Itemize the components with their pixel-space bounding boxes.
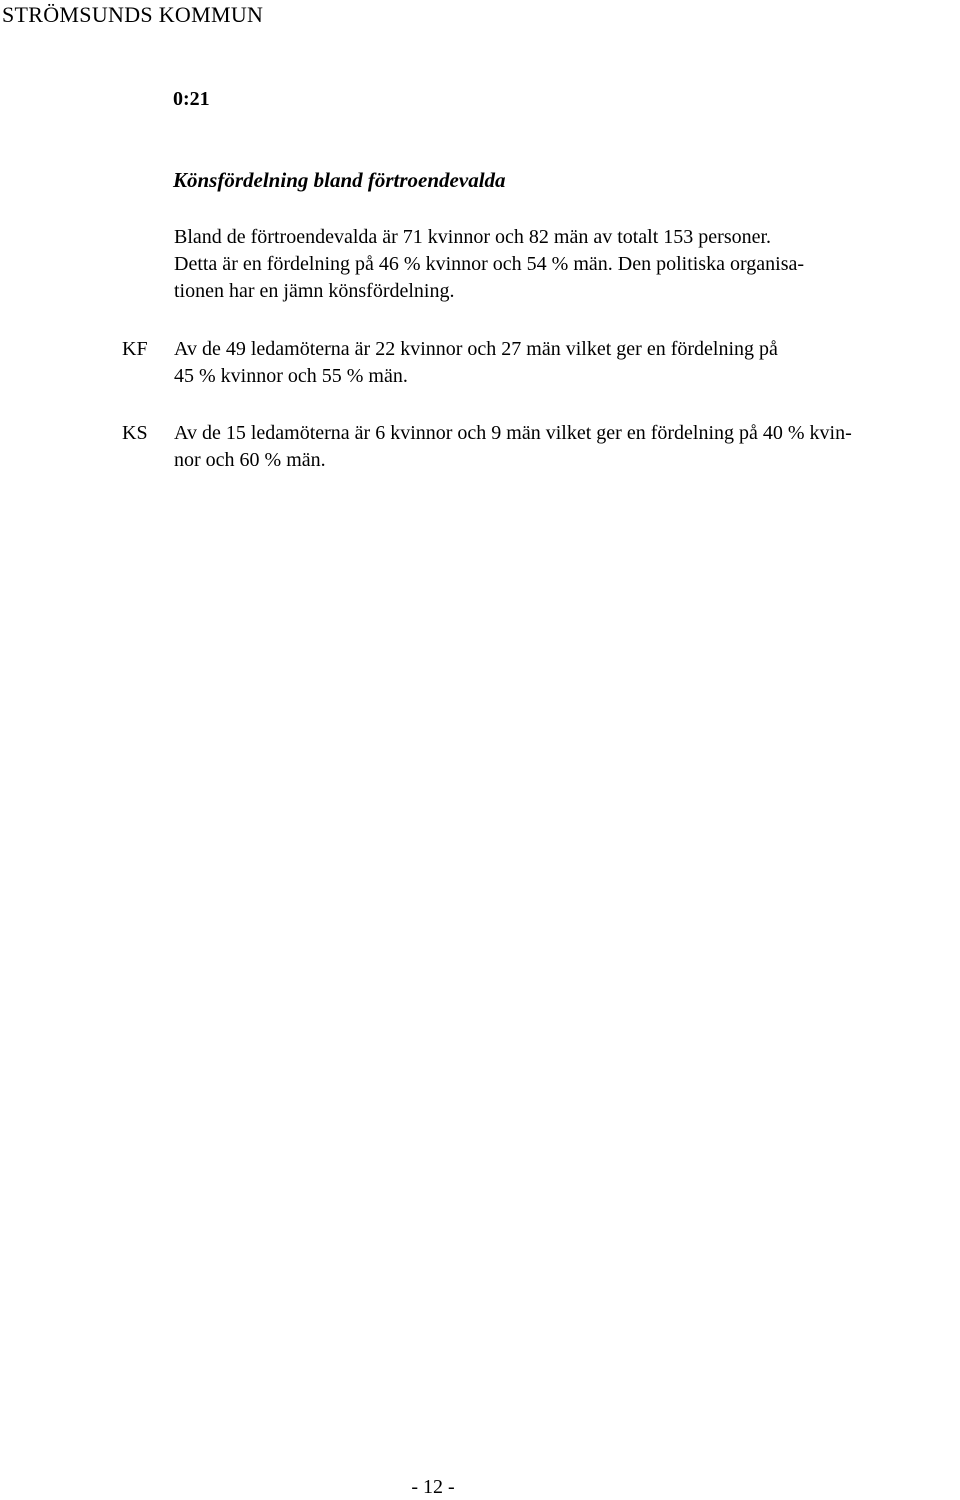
ks-line: Av de 15 ledamöterna är 6 kvinnor och 9 män vilket ger en fördelning på 40 % kvin-	[174, 422, 852, 444]
ks-label: KS	[122, 422, 148, 444]
ks-line: nor och 60 % män.	[174, 449, 326, 471]
organization-header: STRÖMSUNDS KOMMUN	[2, 2, 264, 27]
intro-paragraph	[174, 224, 950, 305]
page-number: - 12 -	[411, 1476, 455, 1498]
section-title: Könsfördelning bland förtroendevalda	[173, 168, 506, 192]
kf-line: Av de 49 ledamöterna är 22 kvinnor och 27 män vilket ger en fördelning på	[174, 338, 778, 360]
intro-line: Bland de förtroendevalda är 71 kvinnor och 82 män av totalt 153 personer.	[174, 226, 772, 248]
intro-line: Detta är en fördelning på 46 % kvinnor och 54 % män. Den politiska organisa-	[174, 253, 805, 275]
ks-paragraph	[174, 420, 950, 474]
section-number: 0:21	[173, 88, 210, 110]
kf-label: KF	[122, 338, 148, 360]
kf-paragraph	[174, 336, 950, 390]
intro-line: tionen har en jämn könsfördelning.	[174, 280, 455, 302]
kf-line: 45 % kvinnor och 55 % män.	[174, 365, 408, 387]
